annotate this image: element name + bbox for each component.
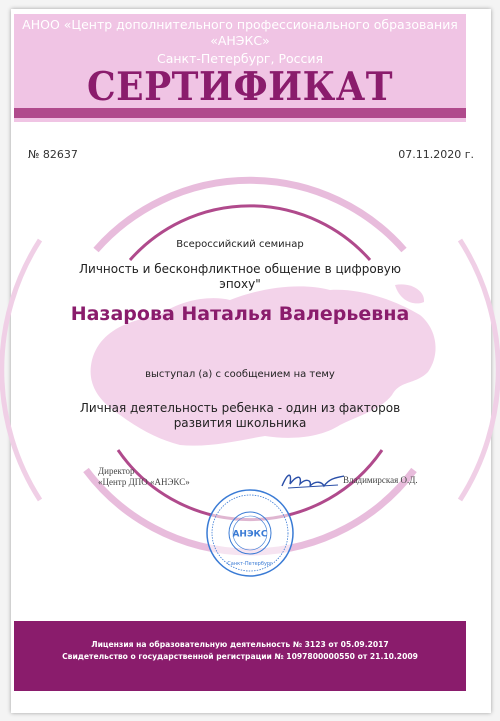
- talk-topic: Личная деятельность ребенка - один из факторов развития школьника: [79, 401, 401, 430]
- stamp-icon: [200, 487, 300, 579]
- certificate-title: СЕРТИФИКАТ: [87, 64, 393, 110]
- license-line: Лицензия на образовательную деятельность № 3123 от 05.09.2017: [91, 640, 389, 649]
- director-title: [98, 466, 190, 488]
- seminar-topic: Личность и бесконфликтное общение в цифровую эпоху": [79, 262, 401, 291]
- organization-name: АНОО «Центр дополнительного профессионального образования «АНЭКС»: [22, 17, 458, 48]
- ring-inner: [130, 206, 370, 260]
- director-title-line2: «Центр ДПО «АНЭКС»: [98, 477, 190, 487]
- seminar-type: Всероссийский семинар: [176, 239, 304, 250]
- recipient-name: Назарова Наталья Валерьевна: [70, 303, 410, 325]
- organization-city: Санкт-Петербург, Россия: [156, 51, 324, 66]
- stamp-center-text: АНЭКС: [232, 529, 268, 540]
- certificate-date: 07.11.2020 г.: [398, 148, 474, 161]
- participation-statement: выступал (а) с сообщением на тему: [145, 369, 335, 380]
- stamp-city-text: Санкт-Петербург: [227, 561, 273, 567]
- director-title-line1: Директор: [98, 466, 135, 476]
- certificate-number: № 82637: [28, 148, 78, 161]
- director-name: Владимирская О.Д.: [343, 475, 418, 485]
- registration-line: Свидетельство о государственной регистрации № 1097800000550 от 21.10.2009: [62, 652, 418, 661]
